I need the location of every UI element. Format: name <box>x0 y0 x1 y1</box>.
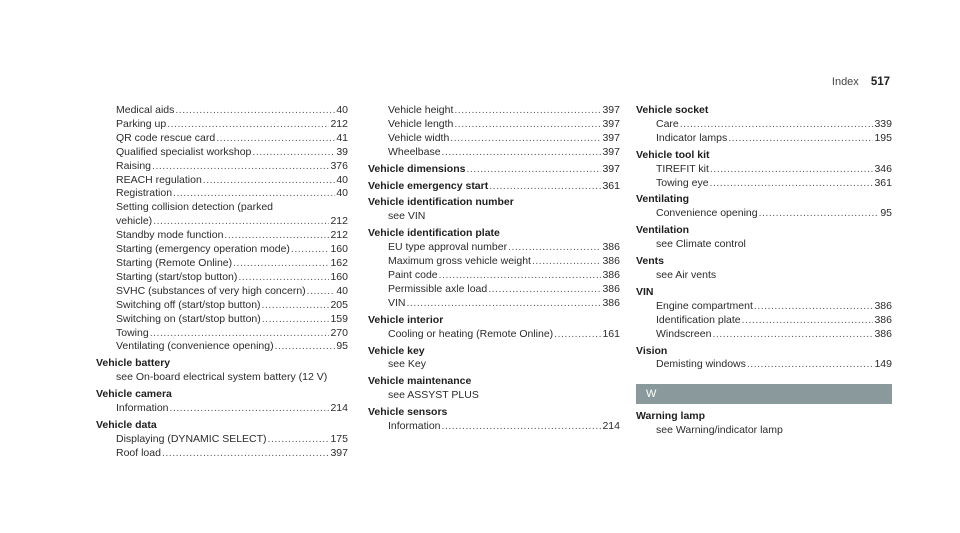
index-heading: Vehicle identification plate <box>368 227 500 240</box>
index-entry[interactable]: Demisting windows ..... 149 <box>636 358 892 372</box>
index-heading: Vehicle key <box>368 344 425 357</box>
index-entry[interactable]: Windscreen ..... 386 <box>636 328 892 342</box>
index-heading: Warning lamp <box>636 410 706 423</box>
index-entry[interactable]: Displaying (DYNAMIC SELECT) ..... 175 <box>96 433 348 447</box>
index-entry[interactable]: TIREFIT kit ..... 346 <box>636 163 892 177</box>
index-heading: Vision <box>636 344 668 357</box>
index-heading: Vehicle camera <box>96 388 172 401</box>
index-entry[interactable]: Roof load ..... 397 <box>96 447 348 461</box>
index-entry[interactable]: Care ..... 339 <box>636 118 892 132</box>
see-reference[interactable]: see Warning/indicator lamp <box>656 424 783 437</box>
index-heading: Vehicle battery <box>96 357 171 370</box>
index-column-3 <box>636 104 892 438</box>
see-reference[interactable]: see ASSYST PLUS <box>388 389 479 402</box>
index-entry[interactable]: REACH regulation ..... 40 <box>96 174 348 188</box>
page-header <box>832 76 890 88</box>
index-entry[interactable]: Vehicle width ..... 397 <box>368 132 620 146</box>
index-label: Index <box>831 76 859 88</box>
letter-section-bar: W <box>636 384 892 404</box>
page-number: 517 <box>870 76 890 88</box>
index-entry[interactable]: Towing eye ..... 361 <box>636 177 892 191</box>
index-entry[interactable]: SVHC (substances of very high concern) ..... 40 <box>96 285 348 299</box>
index-entry[interactable]: Vehicle length ..... 397 <box>368 118 620 132</box>
see-reference[interactable]: see Key <box>388 358 426 371</box>
index-entry[interactable]: Information ..... 214 <box>96 402 348 416</box>
index-heading: Vents <box>636 255 665 268</box>
index-entry[interactable]: Cooling or heating (Remote Online) ..... 161 <box>368 328 620 342</box>
index-column-1 <box>96 104 348 461</box>
index-heading: Ventilation <box>636 224 690 237</box>
index-entry[interactable]: Medical aids ..... 40 <box>96 104 348 118</box>
index-heading: Vehicle identification number <box>368 196 514 209</box>
index-entry[interactable]: Starting (emergency operation mode) ..... 160 <box>96 243 348 257</box>
index-heading: Vehicle socket <box>636 104 709 116</box>
index-entry[interactable]: Standby mode function ..... 212 <box>96 229 348 243</box>
index-heading: Vehicle maintenance <box>368 375 472 388</box>
index-entry[interactable]: Towing ..... 270 <box>96 327 348 341</box>
index-entry[interactable]: Qualified specialist workshop ..... 39 <box>96 146 348 160</box>
index-heading: VIN <box>636 285 654 298</box>
index-entry[interactable]: Paint code ..... 386 <box>368 269 620 283</box>
index-entry[interactable]: Ventilating (convenience opening) ..... 95 <box>96 340 348 354</box>
see-reference[interactable]: see On-board electrical system battery (12 V) <box>116 371 328 384</box>
index-entry[interactable]: EU type approval number ..... 386 <box>368 241 620 255</box>
index-heading: Vehicle data <box>96 418 157 431</box>
index-entry[interactable]: VIN ..... 386 <box>368 297 620 311</box>
index-entry[interactable]: Starting (start/stop button) ..... 160 <box>96 271 348 285</box>
index-entry[interactable]: Registration ..... 40 <box>96 187 348 201</box>
index-heading: Vehicle tool kit <box>636 148 710 161</box>
index-heading-entry[interactable]: Vehicle dimensions ..... 397 <box>368 163 620 177</box>
index-heading: Ventilating <box>636 193 690 206</box>
index-entry[interactable]: Parking up ..... 212 <box>96 118 348 132</box>
see-reference[interactable]: see Climate control <box>656 238 746 251</box>
index-entry-line: Setting collision detection (parked <box>116 201 274 214</box>
index-entry[interactable]: Switching off (start/stop button) ..... 205 <box>96 299 348 313</box>
index-column-2 <box>368 104 620 434</box>
index-entry[interactable]: Engine compartment ..... 386 <box>636 300 892 314</box>
index-entry[interactable]: Vehicle height ..... 397 <box>368 104 620 118</box>
index-entry[interactable]: Switching on (start/stop button) ..... 159 <box>96 313 348 327</box>
index-entry[interactable]: Maximum gross vehicle weight ..... 386 <box>368 255 620 269</box>
index-heading: Vehicle interior <box>368 313 444 326</box>
see-reference[interactable]: see VIN <box>388 210 426 223</box>
index-entry[interactable]: Identification plate ..... 386 <box>636 314 892 328</box>
see-reference[interactable]: see Air vents <box>656 268 717 281</box>
index-entry[interactable]: Permissible axle load ..... 386 <box>368 283 620 297</box>
index-heading: Vehicle sensors <box>368 406 448 419</box>
index-entry[interactable]: Convenience opening ..... 95 <box>636 207 892 221</box>
index-entry[interactable]: Raising ..... 376 <box>96 160 348 174</box>
index-entry[interactable]: QR code rescue card ..... 41 <box>96 132 348 146</box>
index-entry[interactable]: Indicator lamps ..... 195 <box>636 132 892 146</box>
index-entry[interactable]: Information ..... 214 <box>368 420 620 434</box>
index-entry[interactable]: Starting (Remote Online) ..... 162 <box>96 257 348 271</box>
index-heading-entry[interactable]: Vehicle emergency start ..... 361 <box>368 180 620 194</box>
index-entry[interactable]: vehicle) ..... 212 <box>96 215 348 229</box>
index-entry[interactable]: Wheelbase ..... 397 <box>368 146 620 160</box>
